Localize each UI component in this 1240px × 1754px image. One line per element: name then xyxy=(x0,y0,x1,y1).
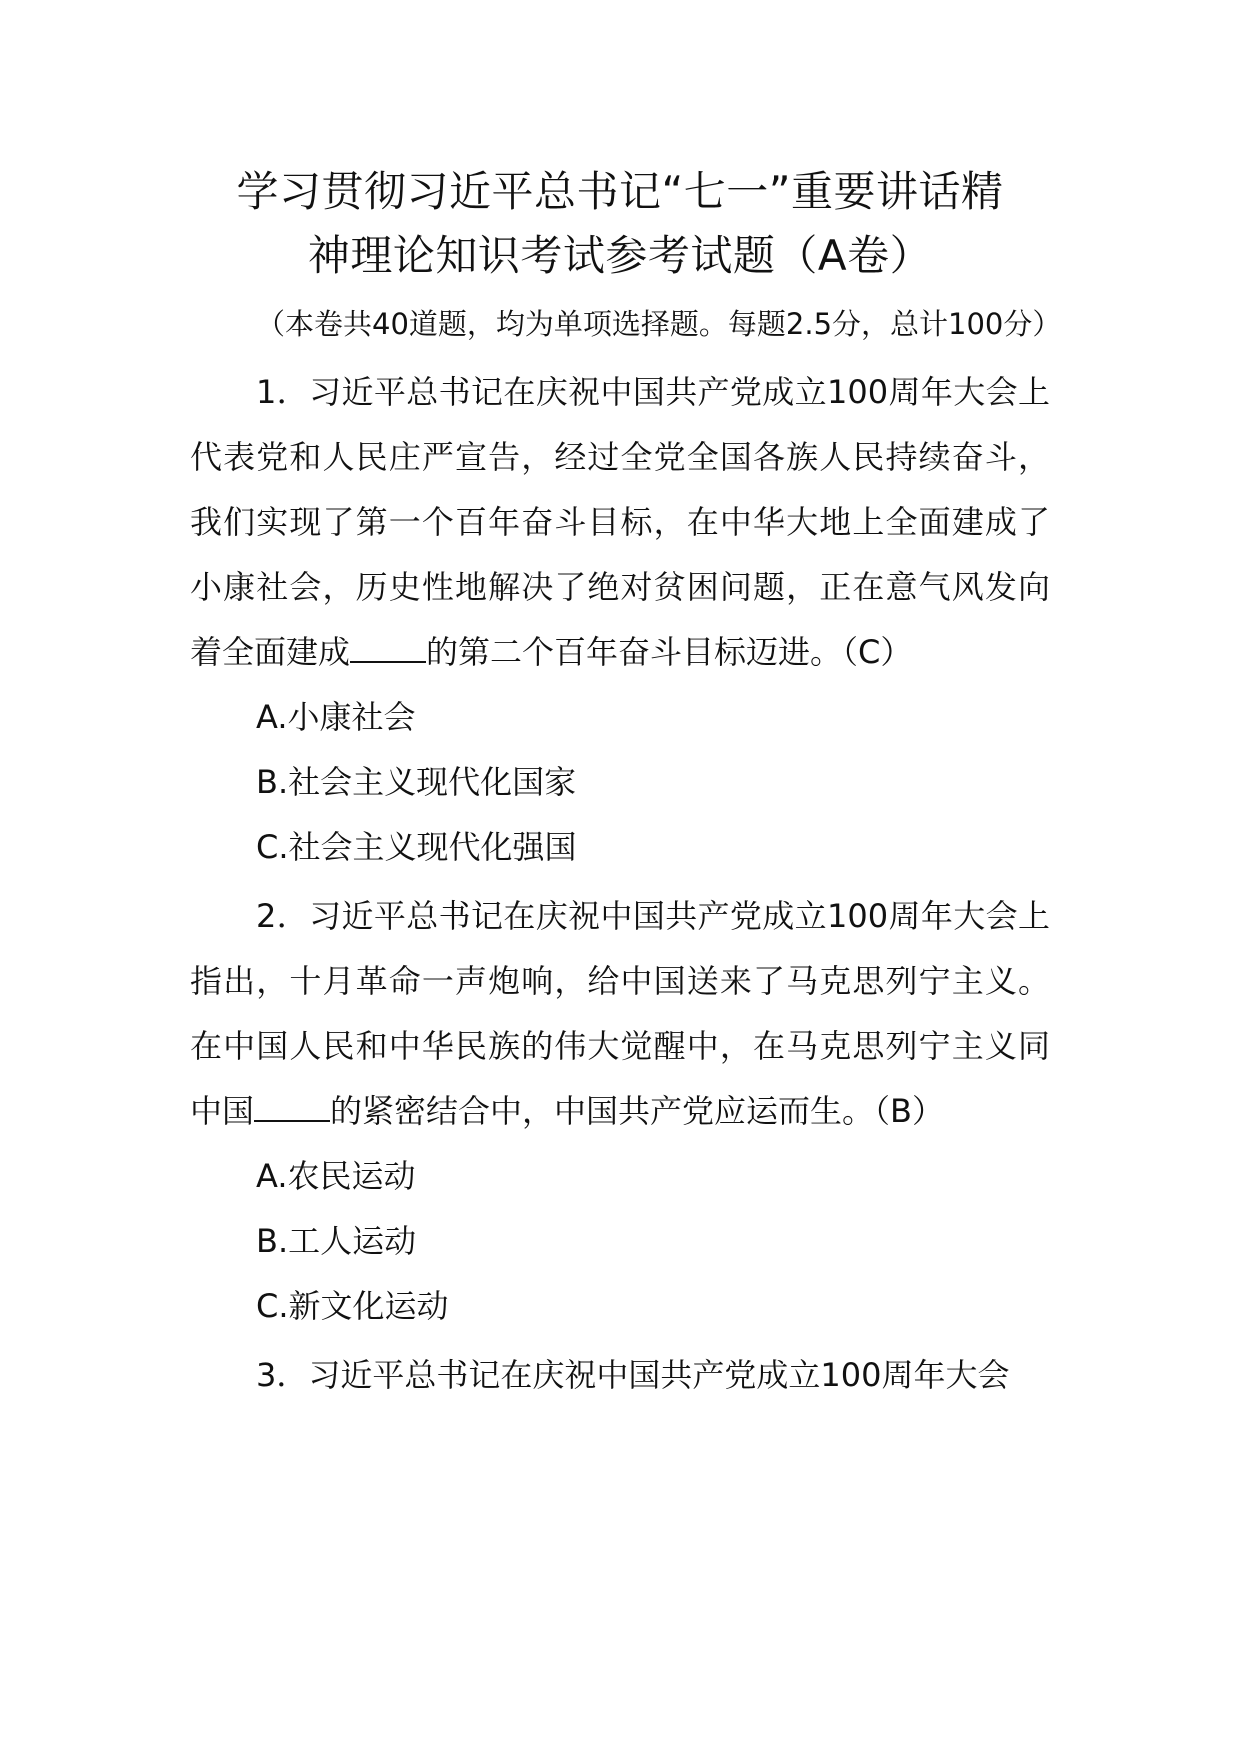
question-number: 3． xyxy=(256,1356,309,1394)
question-1-stem xyxy=(190,360,1050,685)
question-number: 1． xyxy=(256,373,310,411)
question-3-stem xyxy=(190,1343,1050,1408)
question-3 xyxy=(190,1343,1050,1408)
question-text-before-blank: 习近平总书记在庆祝中国共产党成立100周年大会 xyxy=(308,1356,1010,1394)
question-2-stem xyxy=(190,884,1050,1144)
title-line-2: 神理论知识考试参考试题（A卷） xyxy=(307,231,933,280)
option-a: A.小康社会 xyxy=(256,698,416,736)
document-title xyxy=(190,160,1050,288)
option-b: B.工人运动 xyxy=(256,1222,417,1260)
option-b: B.社会主义现代化国家 xyxy=(256,763,577,801)
title-line-1: 学习贯彻习近平总书记“七一”重要讲话精 xyxy=(236,167,1004,216)
question-number: 2． xyxy=(256,897,310,935)
question-1-options xyxy=(190,685,1050,880)
question-2-options xyxy=(190,1144,1050,1339)
question-text-before-blank: 习近平总书记在庆祝中国共产党成立100周年大会上代表党和人民庄严宣告，经过全党全国各族人民持续奋斗，我们实现了第一个百年奋斗目标，在中华大地上全面建成了小康社会，历史性地解决了绝对贫困问题，正在意气风发向着全面建成 xyxy=(190,373,1050,671)
correct-answer: （B） xyxy=(874,1092,944,1130)
exam-instructions: （本卷共40道题，均为单项选择题。每题2.5分，总计100分） xyxy=(256,307,1062,341)
question-1 xyxy=(190,360,1050,880)
option-c: C.社会主义现代化强国 xyxy=(256,828,577,866)
answer-blank xyxy=(350,633,426,663)
question-text-after-blank: 的紧密结合中，中国共产党应运而生。 xyxy=(330,1092,875,1130)
answer-blank xyxy=(254,1092,330,1122)
correct-answer: （C） xyxy=(842,633,913,671)
option-c: C.新文化运动 xyxy=(256,1287,449,1325)
question-text-before-blank: 习近平总书记在庆祝中国共产党成立100周年大会上指出，十月革命一声炮响，给中国送来了马克思列宁主义。在中国人民和中华民族的伟大觉醒中，在马克思列宁主义同中国 xyxy=(190,897,1050,1130)
option-a: A.农民运动 xyxy=(256,1157,416,1195)
question-2 xyxy=(190,884,1050,1339)
question-text-after-blank: 的第二个百年奋斗目标迈进。 xyxy=(426,633,843,671)
